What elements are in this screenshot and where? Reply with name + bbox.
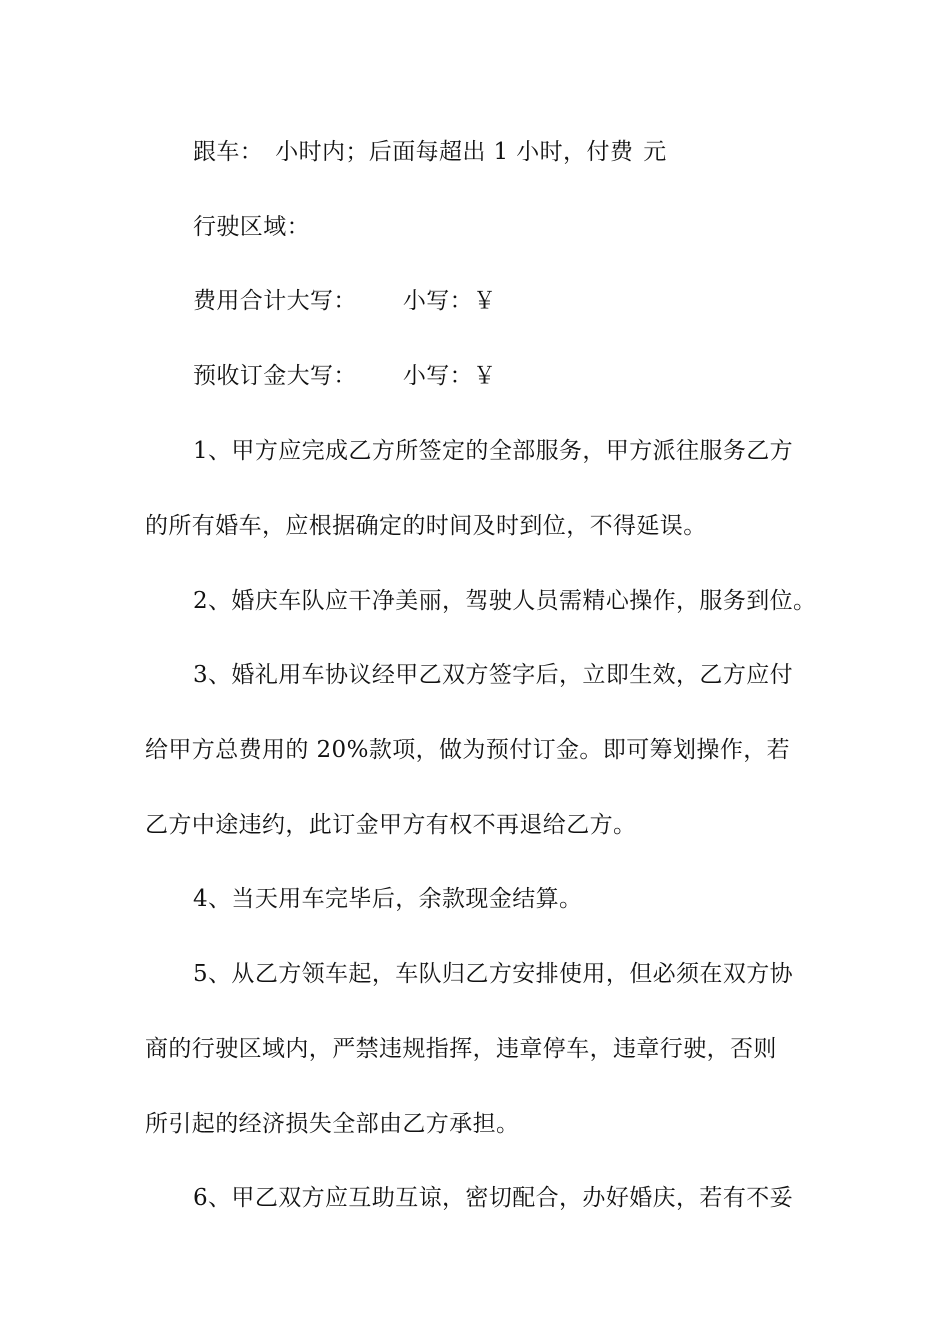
clause-6-line-1: 6、甲乙双方应互助互谅，密切配合，办好婚庆，若有不妥 bbox=[193, 1185, 794, 1211]
total-label: 费用合计大写： bbox=[193, 288, 357, 314]
follow-car-unit: 元 bbox=[643, 139, 667, 165]
clause-1-line-1: 1、甲方应完成乙方所签定的全部服务，甲方派往服务乙方 bbox=[193, 438, 794, 464]
total-small-label: 小写：￥ bbox=[402, 288, 497, 314]
clause-3-line-1: 3、婚礼用车协议经甲乙双方签字后，立即生效，乙方应付 bbox=[193, 662, 794, 688]
clause-4-line-1: 4、当天用车完毕后，余款现金结算。 bbox=[193, 886, 583, 912]
clause-3-line-2: 给甲方总费用的 20%款项，做为预付订金。即可筹划操作，若 bbox=[145, 737, 791, 763]
deposit-line bbox=[193, 361, 496, 391]
follow-car-label: 跟车： bbox=[193, 139, 264, 165]
clause-2-line-1: 2、婚庆车队应干净美丽，驾驶人员需精心操作，服务到位。 bbox=[193, 588, 817, 614]
total-line bbox=[193, 286, 496, 316]
deposit-small-label: 小写：￥ bbox=[402, 363, 497, 389]
follow-car-line bbox=[193, 137, 667, 167]
clause-5-line-3: 所引起的经济损失全部由乙方承担。 bbox=[145, 1111, 520, 1137]
deposit-label: 预收订金大写： bbox=[193, 363, 357, 389]
clause-5-line-2: 商的行驶区域内，严禁违规指挥，违章停车，违章行驶，否则 bbox=[145, 1036, 777, 1062]
clause-1-line-2: 的所有婚车，应根据确定的时间及时到位，不得延误。 bbox=[145, 513, 707, 539]
clause-5-line-1: 5、从乙方领车起，车队归乙方安排使用，但必须在双方协 bbox=[193, 961, 794, 987]
clause-3-line-3: 乙方中途违约，此订金甲方有权不再退给乙方。 bbox=[145, 812, 637, 838]
follow-car-text: 小时内；后面每超出 1 小时，付费 bbox=[275, 139, 634, 165]
area-label: 行驶区域： bbox=[193, 214, 310, 240]
